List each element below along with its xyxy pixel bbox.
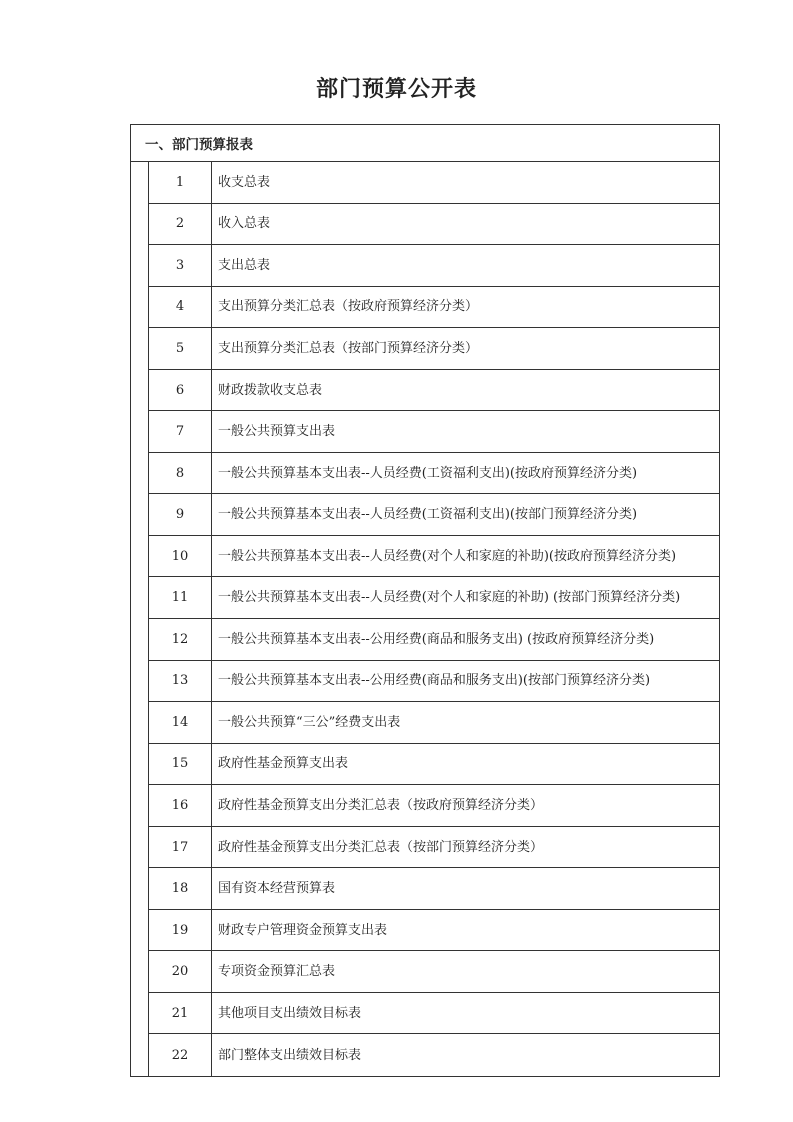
row-table-name: 一般公共预算基本支出表--公用经费(商品和服务支出)(按部门预算经济分类) [218, 673, 651, 689]
table-row [149, 536, 719, 578]
table-row [149, 951, 719, 993]
table-row [149, 993, 719, 1035]
table-row [149, 328, 719, 370]
row-table-name: 一般公共预算基本支出表--人员经费(对个人和家庭的补助) (按部门预算经济分类) [218, 590, 681, 606]
row-table-name: 一般公共预算支出表 [218, 424, 336, 440]
table-row [149, 453, 719, 495]
table-row [149, 370, 719, 412]
row-number: 1 [149, 162, 212, 203]
row-table-name: 其他项目支出绩效目标表 [218, 1005, 362, 1021]
row-table-name: 政府性基金预算支出表 [218, 756, 349, 772]
table-row [149, 162, 719, 204]
row-number: 10 [149, 536, 212, 577]
table-row [149, 245, 719, 287]
row-table-name: 收入总表 [218, 216, 271, 232]
table-row [149, 494, 719, 536]
table-row [149, 411, 719, 453]
row-table-name: 一般公共预算基本支出表--公用经费(商品和服务支出) (按政府预算经济分类) [218, 631, 655, 647]
row-table-name: 政府性基金预算支出分类汇总表（按政府预算经济分类） [218, 797, 544, 813]
table-row [149, 204, 719, 246]
row-number: 20 [149, 951, 212, 992]
row-number: 12 [149, 619, 212, 660]
section-header: 一、部门预算报表 [131, 125, 719, 162]
table-row [149, 744, 719, 786]
table-row [149, 1034, 719, 1076]
row-number: 19 [149, 910, 212, 951]
row-table-name: 财政专户管理资金预算支出表 [218, 922, 388, 938]
row-table-name: 一般公共预算“三公”经费支出表 [218, 714, 401, 730]
table-row [149, 661, 719, 703]
table-row [149, 827, 719, 869]
table-row [149, 702, 719, 744]
row-table-name: 支出预算分类汇总表（按部门预算经济分类） [218, 340, 479, 356]
table-row [149, 910, 719, 952]
row-number: 22 [149, 1034, 212, 1076]
row-table-name: 国有资本经营预算表 [218, 881, 336, 897]
row-number: 21 [149, 993, 212, 1034]
row-number: 5 [149, 328, 212, 369]
row-number: 18 [149, 868, 212, 909]
row-number: 16 [149, 785, 212, 826]
row-table-name: 财政拨款收支总表 [218, 382, 323, 398]
table-row [149, 868, 719, 910]
row-table-name: 部门整体支出绩效目标表 [218, 1047, 362, 1063]
row-table-name: 专项资金预算汇总表 [218, 964, 336, 980]
row-table-name: 一般公共预算基本支出表--人员经费(对个人和家庭的补助)(按政府预算经济分类) [218, 548, 677, 564]
table-row [149, 619, 719, 661]
row-number: 4 [149, 287, 212, 328]
row-table-name: 政府性基金预算支出分类汇总表（按部门预算经济分类） [218, 839, 544, 855]
row-number: 14 [149, 702, 212, 743]
row-number: 8 [149, 453, 212, 494]
row-table-name: 收支总表 [218, 174, 271, 190]
table-rows [148, 162, 719, 1076]
table-row [149, 577, 719, 619]
row-table-name: 支出总表 [218, 257, 271, 273]
row-number: 17 [149, 827, 212, 868]
row-number: 15 [149, 744, 212, 785]
row-number: 3 [149, 245, 212, 286]
row-table-name: 一般公共预算基本支出表--人员经费(工资福利支出)(按部门预算经济分类) [218, 507, 638, 523]
row-number: 13 [149, 661, 212, 702]
row-table-name: 支出预算分类汇总表（按政府预算经济分类） [218, 299, 479, 315]
row-number: 11 [149, 577, 212, 618]
table-row [149, 785, 719, 827]
row-number: 7 [149, 411, 212, 452]
row-number: 9 [149, 494, 212, 535]
row-table-name: 一般公共预算基本支出表--人员经费(工资福利支出)(按政府预算经济分类) [218, 465, 638, 481]
row-number: 6 [149, 370, 212, 411]
budget-table [130, 124, 720, 1077]
table-row [149, 287, 719, 329]
page-title: 部门预算公开表 [315, 77, 477, 102]
row-number: 2 [149, 204, 212, 245]
